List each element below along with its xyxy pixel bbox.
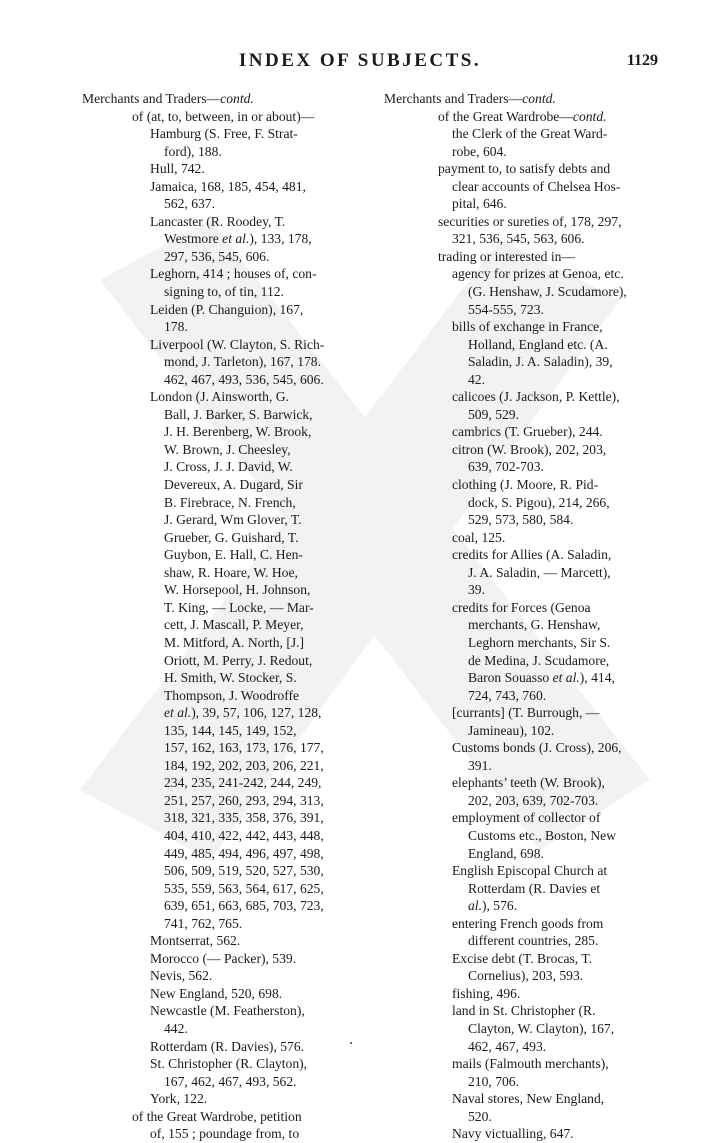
index-line: Lancaster (R. Roodey, T. [150,213,286,229]
index-line: of the Great Wardrobe—contd. [438,108,607,124]
index-line: employment of collector of [452,810,601,826]
index-line: 39. [468,582,485,598]
index-line: 391. [468,757,492,773]
index-line: different countries, 285. [468,933,599,949]
index-line: 639, 702-703. [468,459,544,475]
index-line: W. Horsepool, H. Johnson, [164,582,311,598]
index-line: 135, 144, 145, 149, 152, [164,722,297,738]
index-line: York, 122. [150,1091,208,1107]
index-line: securities or sureties of, 178, 297, [438,213,622,229]
index-line: trading or interested in— [438,248,576,264]
index-line: mond, J. Tarleton), 167, 178. [164,354,321,370]
index-line: (G. Henshaw, J. Scudamore), [468,284,627,300]
index-line: 509, 529. [468,406,519,422]
index-line: cambrics (T. Grueber), 244. [452,424,603,440]
page-header [0,48,720,78]
index-line: mails (Falmouth merchants), [452,1056,609,1072]
index-line: ford), 188. [164,143,222,159]
index-line: 449, 485, 494, 496, 497, 498, [164,845,324,861]
index-line: Morocco (— Packer), 539. [150,950,297,966]
index-line: of the Great Wardrobe, petition [132,1108,302,1124]
index-line: agency for prizes at Genoa, etc. [452,266,624,282]
index-column-left [82,90,372,1143]
index-line: Jamineau), 102. [468,722,555,738]
index-line: 639, 651, 663, 685, 703, 723, [164,898,324,914]
index-line: 529, 573, 580, 584. [468,512,574,528]
index-line: 318, 321, 335, 358, 376, 391, [164,810,324,826]
index-line: M. Mitford, A. North, [J.] [164,634,305,650]
index-line: 520. [468,1108,492,1124]
index-line: J. A. Saladin, — Marcett), [468,564,611,580]
index-line: Rotterdam (R. Davies), 576. [150,1038,305,1054]
index-line: 535, 559, 563, 564, 617, 625, [164,880,324,896]
index-line: 178. [164,319,188,335]
index-line: Naval stores, New England, [452,1091,605,1107]
index-line: Holland, England etc. (A. [468,336,608,352]
index-line: calicoes (J. Jackson, P. Kettle), [452,389,620,405]
index-line: bills of exchange in France, [452,319,603,335]
index-line: 184, 192, 202, 203, 206, 221, [164,757,324,773]
index-line: [currants] (T. Burrough, — [452,705,600,721]
index-line: England, 698. [468,845,544,861]
index-line: entering French goods from [452,915,604,931]
index-line: Ball, J. Barker, S. Barwick, [164,406,313,422]
index-line: 724, 743, 760. [468,687,547,703]
index-line: robe, 604. [452,143,507,159]
index-line: of, 155 ; poundage from, to [150,1126,300,1142]
index-line: Clayton, W. Clayton), 167, [468,1020,615,1036]
index-line: merchants, G. Henshaw, [468,617,601,633]
index-line: dock, S. Pigou), 214, 266, [468,494,610,510]
index-line: J. Gerard, Wm Glover, T. [164,512,302,528]
index-line: cett, J. Mascall, P. Meyer, [164,617,304,633]
index-line: elephants’ teeth (W. Brook), [452,775,605,791]
index-line: pital, 646. [452,196,507,212]
index-line: Leghorn, 414 ; houses of, con- [150,266,317,282]
index-line: 404, 410, 422, 442, 443, 448, [164,827,324,843]
index-column-right [384,90,646,1143]
index-line: 202, 203, 639, 702-703. [468,792,599,808]
index-line: Leghorn merchants, Sir S. [468,634,611,650]
index-line: land in St. Christopher (R. [452,1003,596,1019]
index-line: 554-555, 723. [468,301,544,317]
index-line: payment to, to satisfy debts and [438,161,611,177]
index-line: 297, 536, 545, 606. [164,248,270,264]
index-line: credits for Forces (Genoa [452,599,591,615]
index-line: Liverpool (W. Clayton, S. Rich- [150,336,325,352]
index-line: 42. [468,371,485,387]
index-line: Hull, 742. [150,161,205,177]
index-line: et al.), 39, 57, 106, 127, 128, [164,705,322,721]
index-line: Grueber, G. Guishard, T. [164,529,299,545]
index-line: 506, 509, 519, 520, 527, 530, [164,863,324,879]
index-line: 462, 467, 493, 536, 545, 606. [164,371,324,387]
index-line: credits for Allies (A. Saladin, [452,547,612,563]
index-line: B. Firebrace, N. French, [164,494,296,510]
index-line: W. Brown, J. Cheesley, [164,441,291,457]
index-line: London (J. Ainsworth, G. [150,389,289,405]
page-dot [350,1042,352,1044]
index-line: Merchants and Traders—contd. [82,91,254,106]
index-line: Leiden (P. Changuion), 167, [150,301,304,317]
index-line: Newcastle (M. Featherston), [150,1003,305,1019]
index-line: Thompson, J. Woodroffe [164,687,300,703]
index-line: de Medina, J. Scudamore, [468,652,610,668]
index-line: Jamaica, 168, 185, 454, 481, [150,178,306,194]
index-line: Customs etc., Boston, New [468,827,617,843]
index-line: Excise debt (T. Brocas, T. [452,950,593,966]
index-line: Rotterdam (R. Davies et [468,880,601,896]
index-line: Navy victualling, 647. [452,1126,574,1142]
index-line: English Episcopal Church at [452,863,608,879]
index-line: 210, 706. [468,1073,519,1089]
index-line: Guybon, E. Hall, C. Hen- [164,547,303,563]
index-line: Merchants and Traders—contd. [384,91,556,106]
index-line: coal, 125. [452,529,506,545]
index-line: New England, 520, 698. [150,985,283,1001]
index-line: 234, 235, 241-242, 244, 249, [164,775,322,791]
index-line: clothing (J. Moore, R. Pid- [452,477,599,493]
index-line: 462, 467, 493. [468,1038,547,1054]
index-line: Customs bonds (J. Cross), 206, [452,740,622,756]
index-line: Hamburg (S. Free, F. Strat- [150,126,298,142]
page-number: 1129 [626,52,658,69]
index-line: T. King, — Locke, — Mar- [164,599,314,615]
index-line: 321, 536, 545, 563, 606. [452,231,585,247]
page-title: INDEX OF SUBJECTS. [238,50,482,71]
index-line: J. Cross, J. J. David, W. [164,459,293,475]
index-line: 562, 637. [164,196,215,212]
index-line: Saladin, J. A. Saladin), 39, [468,354,613,370]
index-line: the Clerk of the Great Ward- [452,126,608,142]
index-line: Oriott, M. Perry, J. Redout, [164,652,313,668]
index-line: signing to, of tin, 112. [164,284,284,300]
index-line: Devereux, A. Dugard, Sir [164,477,303,493]
index-line: citron (W. Brook), 202, 203, [452,441,607,457]
index-line: Nevis, 562. [150,968,213,984]
index-line: shaw, R. Hoare, W. Hoe, [164,564,298,580]
index-line: of (at, to, between, in or about)— [132,108,315,124]
index-line: 251, 257, 260, 293, 294, 313, [164,792,324,808]
index-line: St. Christopher (R. Clayton), [150,1056,308,1072]
index-line: Cornelius), 203, 593. [468,968,584,984]
index-line: Montserrat, 562. [150,933,241,949]
index-line: al.), 576. [468,898,518,914]
index-line: 442. [164,1020,188,1036]
index-line: fishing, 496. [452,985,521,1001]
index-line: Westmore et al.), 133, 178, [164,231,312,247]
index-line: Baron Souasso et al.), 414, [468,670,615,686]
index-line: 741, 762, 765. [164,915,243,931]
index-line: 157, 162, 163, 173, 176, 177, [164,740,324,756]
index-line: J. H. Berenberg, W. Brook, [164,424,312,440]
index-line: clear accounts of Chelsea Hos- [452,178,621,194]
index-line: H. Smith, W. Stocker, S. [164,670,297,686]
index-line: 167, 462, 467, 493, 562. [164,1073,297,1089]
